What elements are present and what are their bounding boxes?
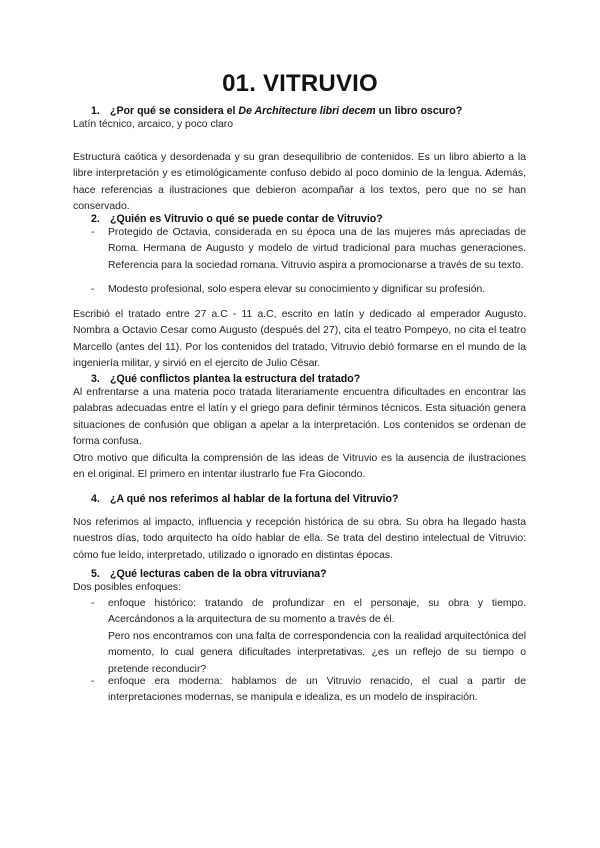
bullet-text: Protegido de Octavia, considerada en su época una de las mujeres más apreciadas de Roma. Hermana de Augusto y modelo de virtud tradicional para muchas generaciones. Referencia para la sociedad romana. Vitruvio aspira a promocionarse a través de su texto. — [108, 227, 526, 271]
bullet-dash: - — [91, 284, 95, 295]
question-number: 2. — [91, 213, 100, 225]
question-number: 1. — [91, 105, 100, 117]
question-1: 1. ¿Por qué se considera el De Architecture libri decem un libro oscuro? — [91, 105, 463, 117]
question-5: 5. ¿Qué lecturas caben de la obra vitruviana? — [91, 568, 327, 580]
bullet-dash: - — [91, 227, 95, 238]
answer-1-paragraph: Estructura caótica y desordenada y su gran desequilibrio de contenidos. Es un libro abierto a la libre interpretación y es etimológicamente confuso debido al poco dominio de la lengua. Además, hace referencias a ilustraciones que debieron acompañar a los textos, pero que no se han conservado. — [73, 152, 526, 213]
bullet-item — [73, 282, 526, 298]
bullet-dash: - — [91, 598, 95, 609]
page-title: 01. VITRUVIO — [222, 70, 378, 97]
answer-2-paragraph: Escribió el tratado entre 27 a.C - 11 a.C, escrito en latín y dedicado al emperador Augusto. Nombra a Octavio Cesar como Augusto (después del 27), cita el teatro Pompeyo, no cita el teatro Marcello (antes del 11). Por los contenidos del tratado, Vitruvio debió formarse en el mundo de la ingeniería militar, y sirvió en el ejercito de Julio César. — [73, 309, 526, 370]
bullet-item — [73, 674, 526, 707]
question-number: 4. — [91, 493, 100, 505]
bullet-text: enfoque histórico: tratando de profundizar en el personaje, su obra y tiempo. Acercándonos a la arquitectura de su momento a través de él. — [108, 598, 526, 626]
answer-5-intro: Dos posibles enfoques: — [73, 582, 182, 593]
bullet-text: Modesto profesional, solo espera elevar su conocimiento y dignificar su profesión. — [108, 284, 486, 295]
bullet-text-continued: Pero nos encontramos con una falta de correspondencia con la realidad arquitectónica del momento, lo cual genera dificultades interpretativas. ¿es un reflejo de su tiempo o pretende reconducir? — [108, 630, 526, 675]
answer-4-paragraph: Nos referimos al impacto, influencia y recepción histórica de su obra. Su obra ha llegado hasta nuestros días, todo arquitecto ha oído hablar de ella. Se trata del destino intelectual de Vitruvio: cómo fue leído, interpretado, utilizado o ignorado en distintas épocas. — [73, 517, 526, 561]
bullet-text: enfoque era moderna: hablamos de un Vitruvio renacido, el cual a partir de interpretaciones modernas, se manipula e idealiza, es un modelo de inspiración. — [108, 676, 526, 704]
answer-3-paragraph-2: Otro motivo que dificulta la comprensión de las ideas de Vitruvio es la ausencia de ilustraciones en el original. El primero en intentar ilustrarlo fue Fra Giocondo. — [73, 453, 526, 481]
question-4: 4. ¿A qué nos referimos al hablar de la fortuna del Vitruvio? — [91, 493, 399, 505]
book-title: De Architecture libri decem — [238, 105, 376, 117]
question-2: 2. ¿Quién es Vitruvio o qué se puede contar de Vitruvio? — [91, 213, 383, 225]
bullet-item — [73, 596, 526, 678]
bullet-item — [73, 225, 526, 274]
question-number: 3. — [91, 373, 100, 385]
answer-1-short: Latín técnico, arcaico, y poco claro — [73, 119, 233, 130]
question-number: 5. — [91, 568, 100, 580]
answer-3-paragraph: Al enfrentarse a una materia poco tratada literariamente encuentra dificultades en encontrar las palabras adecuadas entre el latín y el griego para definir términos técnicos. Esta situación genera situaciones de confusión que obligan a apelar a la interpretación. Los contenidos se ordenan de forma confusa. — [73, 387, 526, 448]
bullet-dash: - — [91, 676, 95, 687]
question-3: 3. ¿Qué conflictos plantea la estructura del tratado? — [91, 373, 361, 385]
